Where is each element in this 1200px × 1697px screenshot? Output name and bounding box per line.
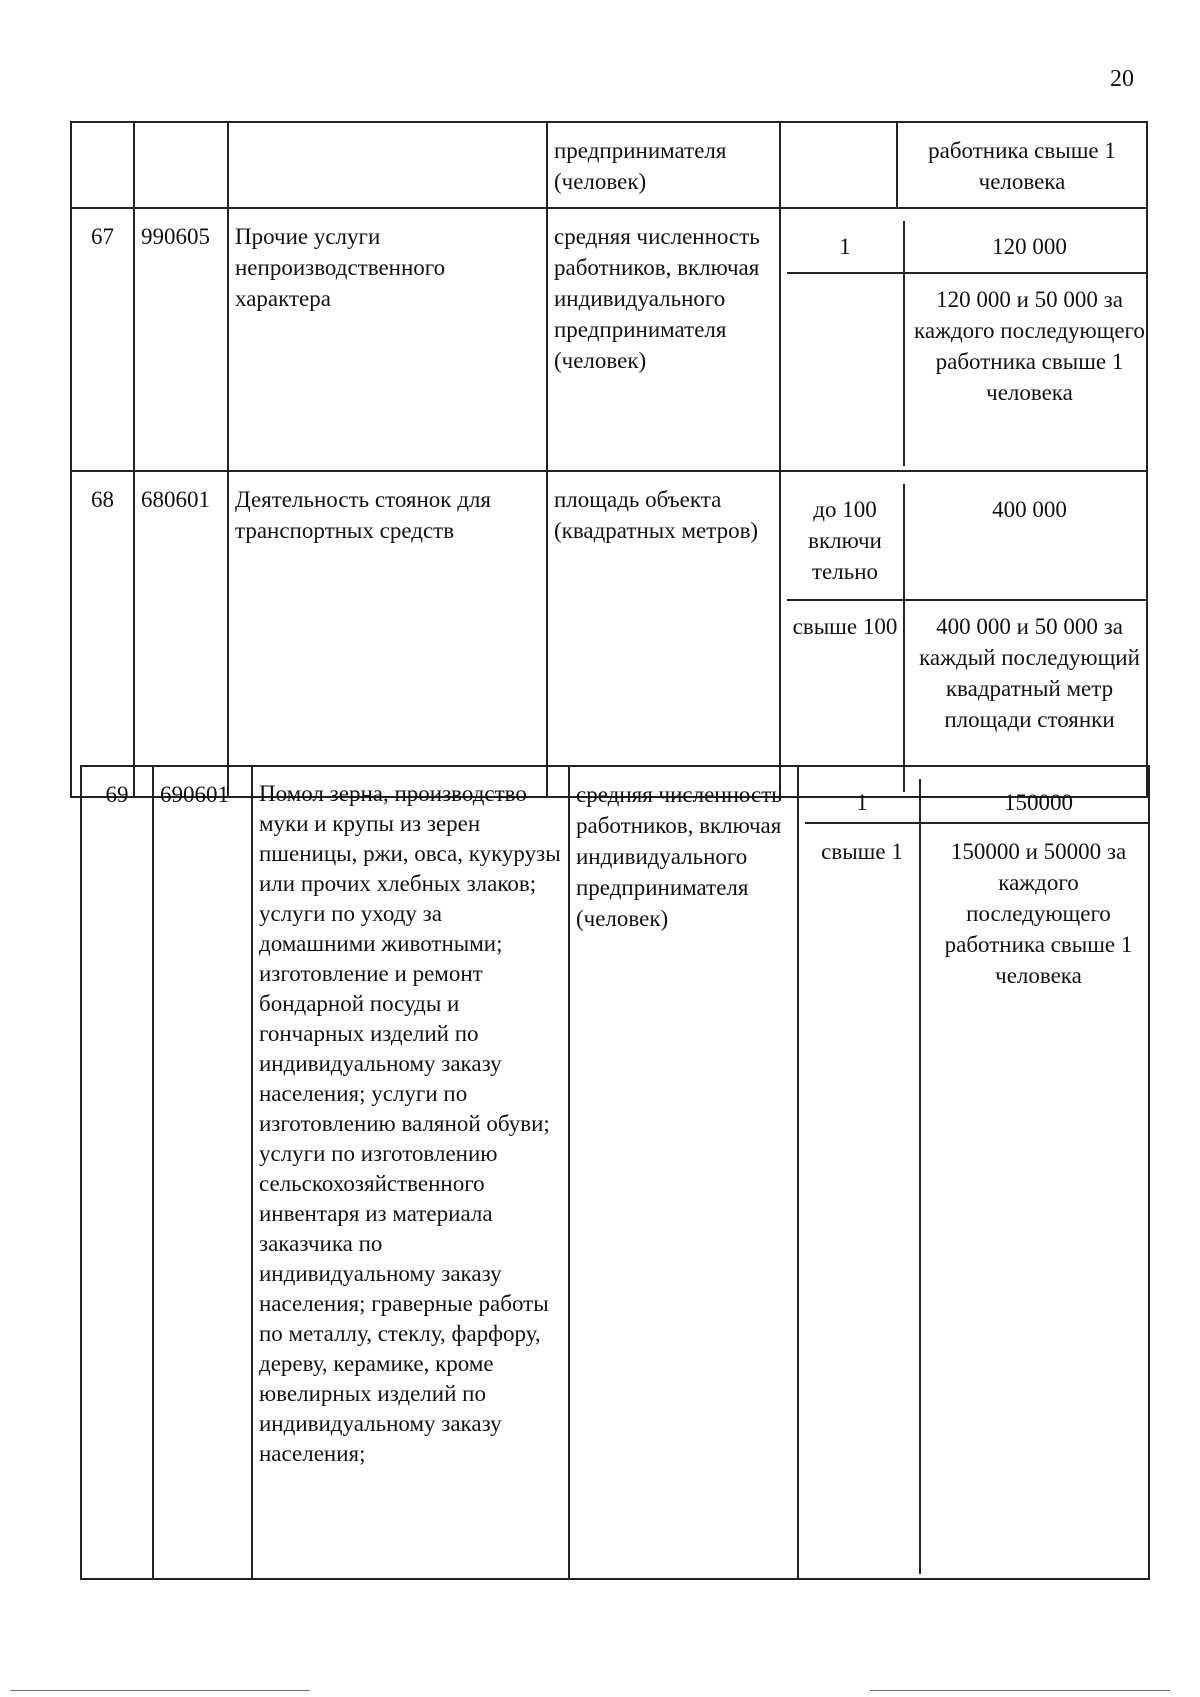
code-cell (134, 122, 228, 208)
tier-group (798, 766, 1149, 1579)
tariff-table-upper (70, 121, 1148, 798)
indicator-cell: площадь объекта (квадратных метров) (547, 471, 780, 797)
range-cell: свыше 1 (805, 823, 920, 1574)
table-row (71, 208, 1147, 471)
amount-cell: 120 000 (904, 221, 1147, 273)
table-row (81, 766, 1149, 1579)
range-cell: до 100 включи тельно (787, 484, 904, 600)
row-number-cell: 67 (71, 208, 134, 471)
activity-name-cell: Прочие услуги непроизводственного характера (228, 208, 547, 471)
range-cell (780, 122, 897, 208)
tier-group (780, 208, 1147, 471)
range-cell: 1 (787, 221, 904, 273)
indicator-cell: средняя численность работников, включая индивидуального предпринимателя (человек) (569, 766, 798, 1579)
code-cell: 990605 (134, 208, 228, 471)
scan-artifact-line (870, 1690, 1170, 1691)
amount-cell: 400 000 и 50 000 за каждый последующий квадратный метр площади стоянки (919, 614, 1140, 732)
scan-artifact-line (10, 1690, 310, 1691)
amount-cell: 400 000 (904, 484, 1147, 600)
code-cell: 690601 (153, 766, 252, 1579)
page-number: 20 (1110, 66, 1134, 92)
table-row (71, 471, 1147, 797)
activity-name-cell: Помол зерна, производство муки и крупы из зерен пшеницы, ржи, овса, кукурузы или прочих хлебных злаков; услуги по уходу за домашними животными; изготовление и ремонт бондарной посуды и гончарных изделий по индивидуальному заказу населения; услуги по изготовлению валяной обуви; услуги по изготовлению сельскохозяйственного инвентаря из материала заказчика по индивидуальному заказу населения; граверные работы по металлу, стеклу, фарфору, дереву, керамике, кроме ювелирных изделий по индивидуальному заказу населения; (252, 766, 569, 1579)
indicator-cell: средняя численность работников, включая индивидуального предпринимателя (человек) (547, 208, 780, 471)
row-number-cell: 69 (81, 766, 153, 1579)
amount-cell: 150000 и 50000 за каждого последующего работника свыше 1 человека (944, 839, 1133, 988)
table-row (71, 122, 1147, 208)
range-cell: 1 (805, 779, 920, 823)
range-cell: свыше 100 (787, 600, 904, 792)
activity-name-cell (228, 122, 547, 208)
tier-group (780, 471, 1147, 797)
indicator-cell: предпринимателя (человек) (547, 122, 780, 208)
tariff-table-lower (80, 765, 1150, 1580)
amount-cell: 120 000 и 50 000 за каждого последующего работника свыше 1 человека (914, 287, 1145, 405)
row-number-cell: 68 (71, 471, 134, 797)
row-number-cell (71, 122, 134, 208)
amount-cell: работника свыше 1 человека (897, 122, 1147, 208)
range-cell (787, 273, 904, 466)
code-cell: 680601 (134, 471, 228, 797)
amount-cell: 150000 (920, 779, 1149, 823)
activity-name-cell: Деятельность стоянок для транспортных средств (228, 471, 547, 797)
